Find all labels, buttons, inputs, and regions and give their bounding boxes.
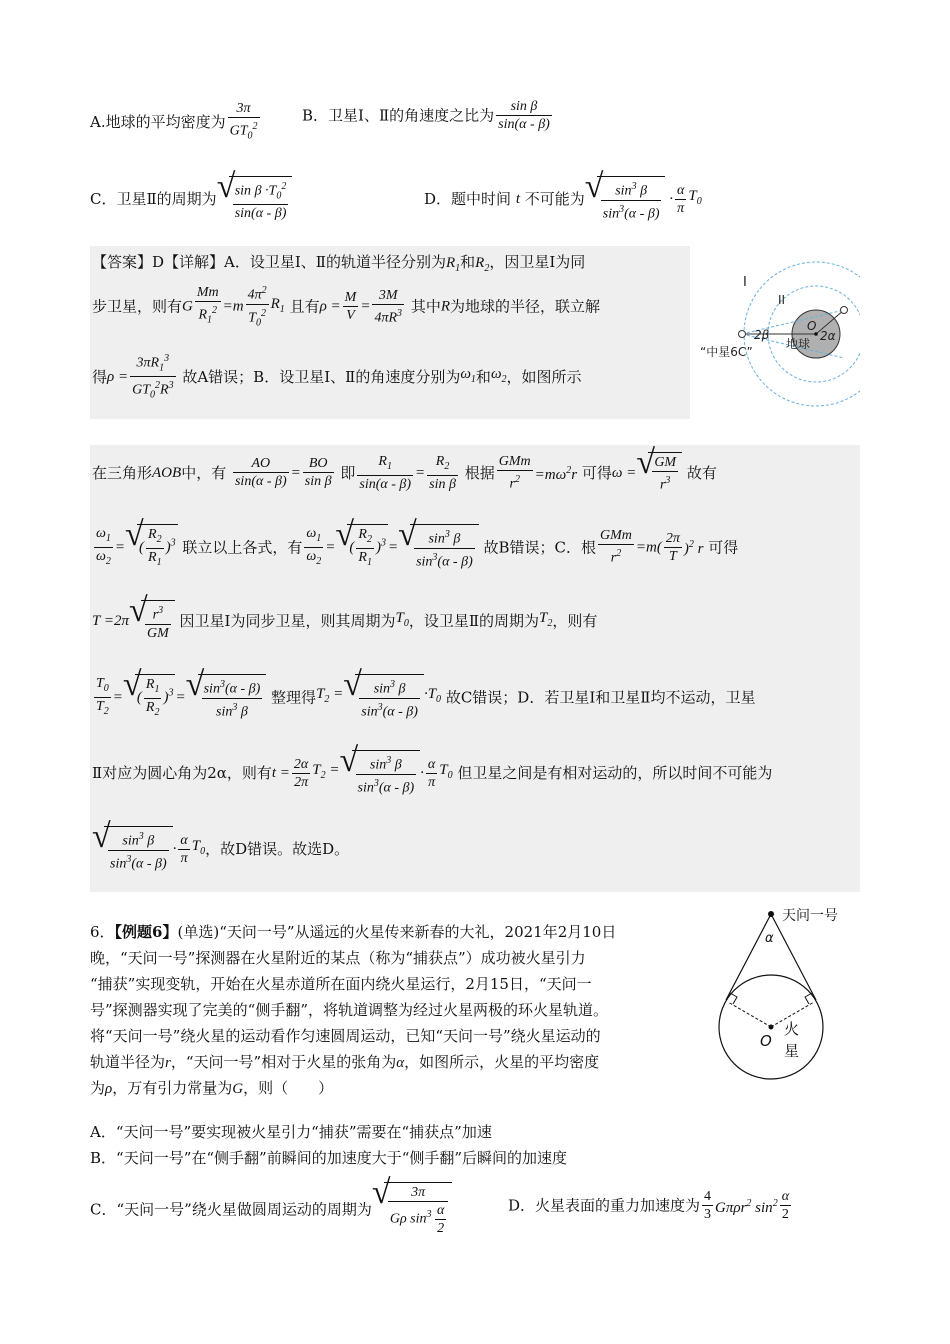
q6-option-a[interactable] — [90, 1122, 492, 1142]
option-a-formula: $\frac{3\pi}{GT_0^2}$ — [228, 100, 260, 144]
detail-text-4a: 整理得 — [271, 688, 317, 707]
detail-text-1e: 可得 — [581, 463, 612, 482]
option-d-label2: 不可能为 — [524, 190, 585, 209]
label-orbit-ii: II — [778, 293, 786, 307]
label-xing: 星 — [784, 1042, 800, 1060]
q6-text-7a: 为 — [90, 1079, 106, 1097]
answer-text-3c: 和 — [475, 367, 491, 386]
answer-text-3a: 得 — [92, 367, 108, 386]
q6-option-d-text: D．火星表面的重力加速度为 — [508, 1196, 701, 1215]
q6-option-c[interactable]: C．“天问一号”绕火星做圆周运动的周期为 √ 3π Gρ $\sin^3$ $\frac{\alpha}{2}$ — [90, 1182, 452, 1237]
answer-text-3b: 故A错误；B．设卫星Ⅰ、Ⅱ的角速度分别为 — [182, 367, 461, 386]
q6-option-d[interactable]: D．火星表面的重力加速度为 $\frac{4}{3}$ Gπρr$^2$ $\sin^2$ $\frac{\alpha}{2}$ — [508, 1189, 790, 1222]
label-alpha: α — [765, 931, 774, 946]
option-c-formula: √ $\frac{\sin \beta \cdot T_0^2}{\sin(\alpha - \beta)}$ — [217, 176, 293, 222]
q6-text-6c: ，如图所示，火星的平均密度 — [404, 1053, 600, 1071]
q6-text-7b: ，万有引力常量为 — [112, 1079, 233, 1097]
tangent-right — [771, 914, 816, 1000]
option-b-formula: $\frac{\text{sin β}}{\sin(\alpha - \beta)}$ — [498, 99, 550, 132]
detail-text-2b: 故B错误；C．根 — [483, 538, 597, 557]
label-o: O — [807, 319, 817, 333]
detail-line-6: √ $\frac{\sin^3 \beta}{\sin^3(\alpha - \beta)}$ · $\frac{\alpha}{\pi}$ $T_0$，故D错误。故选D。 — [92, 826, 349, 872]
q6-text-7c: ，则（ ） — [243, 1079, 334, 1097]
var-r1: R — [445, 255, 456, 271]
answer-text-1: 【答案】D【详解】A．设卫星Ⅰ、Ⅱ的轨道半径分别为 — [92, 253, 446, 271]
answer-text-2c: 其中 — [410, 297, 441, 316]
detail-text-5a: Ⅱ对应为圆心角为2α，则有 — [92, 764, 272, 783]
answer-text-2a: 步卫星，则有 — [92, 297, 183, 316]
detail-panel — [90, 445, 860, 892]
option-d-formula: √ $\frac{\sin^3 \beta}{\sin^3(\alpha - \beta)}$ — [585, 176, 666, 222]
q6-text-6b: ，“天问一号”相对于火星的张角为 — [170, 1053, 397, 1071]
label-2alpha: 2α — [820, 329, 836, 343]
detail-text-1b: 中，有 — [181, 463, 227, 482]
detail-text-2a: 联立以上各式，有 — [182, 538, 303, 557]
q6-text-1: (单选)“天问一号”从遥远的火星传来新春的大礼，2021年2月10日 — [177, 923, 617, 941]
label-tianwen: 天问一号 — [782, 908, 838, 924]
detail-text-1f: 故有 — [686, 463, 717, 482]
answer-text-1-end: ，因卫星Ⅰ为同 — [489, 253, 586, 271]
q6-line-1 — [90, 922, 616, 942]
tianwen-dot — [768, 911, 774, 917]
q6-text-2: 晚，“天问一号”探测器在火星附近的某点（称为“捕获点”）成功被火星引力 — [90, 949, 586, 967]
q6-text-4: 号”探测器实现了完美的“侧手翻”，将轨道调整为经过火星两极的环火星轨道。 — [90, 1001, 609, 1019]
var-aob: AOB — [152, 464, 182, 481]
q6-option-b-text: B．“天问一号”在“侧手翻”前瞬间的加速度大于“侧手翻”后瞬间的加速度 — [90, 1149, 568, 1167]
answer-text-2d: 为地球的半径，联立解 — [450, 297, 601, 316]
q6-option-a-text: A．“天问一号”要实现被火星引力“捕获”需要在“捕获点”加速 — [90, 1123, 492, 1141]
q6-line-7 — [90, 1078, 333, 1099]
option-d-var: t — [515, 191, 520, 208]
detail-text-2c: 可得 — [708, 538, 739, 557]
detail-line-1: 在三角形AOB中，有 $\frac{AO}{\sin(\alpha - \beta)}$ = $\frac{BO}{\text{sin β}}$ 即 $\frac{R_1}{\sin(\alpha - \beta)}$ = $\frac{R_2}{\text{sin β}}$ 根据 $\frac{\text{GMm}}{r^2}$ $=m\omega^2r$ 可得ω = √ $\frac{GM}{r^3}$ 故有 — [92, 452, 717, 494]
detail-text-3a: 因卫星Ⅰ为同步卫星，则其周期为 — [179, 611, 396, 630]
var-r: R — [440, 298, 451, 315]
radius-left — [728, 1002, 771, 1027]
option-a-line — [90, 100, 262, 144]
option-d-label: D．题中时间 — [424, 190, 512, 209]
option-c-label: C．卫星Ⅱ的周期为 — [90, 190, 217, 209]
q6-number: 6． — [90, 923, 115, 941]
var-r2: R — [475, 255, 485, 271]
detail-line-5: Ⅱ对应为圆心角为2α，则有t = $\frac{2\alpha}{2\pi}$ $T_2$ = √ $\frac{\sin^3 \beta}{\sin^3(\alpha - \beta)}$ · $\frac{\alpha}{\pi}$ $T_0$ 但卫星之间是有相对运动的，所以时间不可能为 — [92, 750, 772, 796]
var-rho: ρ — [105, 1081, 113, 1097]
q6-line-5 — [90, 1026, 601, 1046]
q6-option-c-text: C．“天问一号”绕火星做圆周运动的周期为 — [90, 1200, 372, 1219]
q6-text-6a: 轨道半径为 — [90, 1053, 166, 1071]
satellite-a-dot — [739, 331, 746, 338]
answer-text-3d: ，如图所示 — [506, 367, 582, 386]
detail-text-1a: 在三角形 — [92, 463, 153, 482]
q6-option-b[interactable] — [90, 1148, 567, 1168]
answer-line-3: 得ρ = $\frac{3\pi R_1^3}{GT_0^2R^3}$ 故A错误；B．设卫星Ⅰ、Ⅱ的角速度分别为$\omega_1$和$\omega_2$，如图所示 — [92, 350, 582, 404]
answer-and: 和 — [460, 253, 476, 271]
answer-line-1: 【答案】D【详解】A．设卫星Ⅰ、Ⅱ的轨道半径分别为$R_1$和$R_2$，因卫星Ⅰ为同 — [92, 253, 586, 274]
label-2beta: 2β — [754, 328, 770, 342]
satellite-b-dot — [841, 307, 848, 314]
q6-line-2 — [90, 948, 586, 968]
detail-text-3b: ，设卫星Ⅱ的周期为 — [408, 611, 540, 630]
option-d-line: D．题中时间 t 不可能为 √ $\frac{\sin^3 \beta}{\sin^3(\alpha - \beta)}$ · $\frac{\alpha}{\pi}$ $T_0$ — [424, 176, 702, 222]
var-alpha: α — [396, 1055, 405, 1071]
q6-line-3 — [90, 974, 592, 994]
q6-line-4 — [90, 1000, 608, 1020]
option-b-line — [302, 98, 554, 133]
satellite-orbit-figure — [698, 252, 860, 414]
detail-text-4b: 故C错误；D．若卫星Ⅰ和卫星Ⅱ均不运动，卫星 — [445, 688, 756, 707]
answer-line-2: 步卫星，则有G $\frac{Mm}{R_1^2}$ =m $\frac{4\pi^2}{T_0^2}$ $R_1$ 且有ρ = $\frac{M}{V}$ = $\frac{3M}{4\pi R^3}$ 其中R为地球的半径，联立解 — [92, 282, 600, 331]
detail-text-1d: 根据 — [464, 463, 495, 482]
option-a-label: A.地球的平均密度为 — [90, 113, 226, 132]
var-r-orbit: r — [165, 1055, 171, 1071]
option-c-line — [90, 176, 292, 222]
detail-line-4: $\frac{T_0}{T_2}$ =√ ( $\frac{R_1}{R_2}$ )$^3$ = √ $\frac{\sin^3(\alpha - \beta)}{\sin^3 \beta}$ 整理得$T_2$ = √ $\frac{\sin^3 \beta}{\sin^3(\alpha - \beta)}$ $\cdot T_0$ 故C错误；D．若卫星Ⅰ和卫星Ⅱ均不运动，卫星 — [92, 674, 755, 721]
label-huo: 火 — [784, 1020, 800, 1038]
detail-text-6a: ，故D错误。故选D。 — [205, 840, 350, 859]
q6-text-3: “捕获”实现变轨，开始在火星赤道所在面内绕火星运行，2月15日，“天问一 — [90, 975, 592, 993]
q6-tag: 【例题6】 — [114, 923, 178, 941]
label-earth: 地球 — [786, 337, 811, 351]
label-zhongxing-6c: “中星6C” — [700, 345, 753, 359]
detail-text-3c: ，则有 — [552, 611, 598, 630]
detail-text-1c: 即 — [340, 463, 356, 482]
detail-line-3: T =2π √ $\frac{r^3}{GM}$ 因卫星Ⅰ为同步卫星，则其周期为$T_0$，设卫星Ⅱ的周期为$T_2$，则有 — [92, 600, 597, 642]
answer-text-2b: 且有 — [289, 297, 320, 316]
detail-line-2: $\frac{\omega_1}{\omega_2}$ =√ ( $\frac{R_2}{R_1}$ )$^3$ 联立以上各式，有 $\frac{\omega_1}{\omega_2}$ =√ ( $\frac{R_2}{R_1}$ )$^3$ = √ $\frac{\sin^3 \beta}{\sin^3(\alpha - \beta)}$ 故B错误；C．根 $\frac{\text{GMm}}{r^2}$ =m( $\frac{2\pi}{T}$ )$^2$ r 可得 — [92, 524, 738, 571]
q6-text-5: 将“天问一号”绕火星的运动看作匀速圆周运动，已知“天问一号”绕火星运动的 — [90, 1027, 601, 1045]
q6-line-6 — [90, 1052, 599, 1073]
var-g: G — [232, 1081, 244, 1097]
detail-text-5b: 但卫星之间是有相对运动的，所以时间不可能为 — [457, 764, 773, 783]
label-o-mars: O — [760, 1032, 772, 1050]
tangent-left — [726, 914, 771, 1000]
mars-center-dot — [769, 1025, 774, 1030]
label-orbit-i: I — [743, 275, 747, 290]
option-b-label: B．卫星Ⅰ、Ⅱ的角速度之比为 — [302, 106, 495, 125]
tianwen-mars-figure — [716, 900, 856, 1080]
